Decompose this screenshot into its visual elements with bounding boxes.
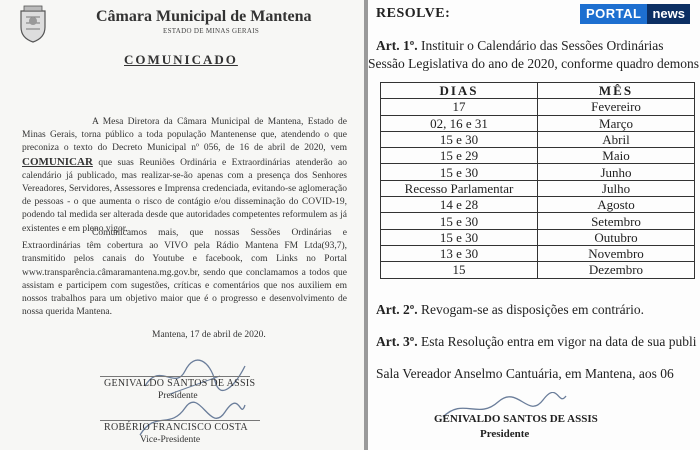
days-cell: 02, 16 e 31 bbox=[381, 115, 538, 131]
signer-2-name: ROBÉRIO FRANCISCO COSTA bbox=[104, 422, 248, 433]
month-cell: Fevereiro bbox=[538, 99, 695, 115]
article-3 bbox=[376, 334, 697, 350]
signer-2-role: Vice-Presidente bbox=[140, 435, 201, 445]
article-2 bbox=[376, 302, 644, 318]
signer-name: GENIVALDO SANTOS DE ASSIS bbox=[434, 413, 598, 425]
table-row bbox=[381, 262, 695, 278]
month-cell: Novembro bbox=[538, 245, 695, 261]
table-row bbox=[381, 164, 695, 180]
month-cell: Junho bbox=[538, 164, 695, 180]
paragraph-1-start: A Mesa Diretora da Câmara Municipal de Mantena, Estado de Minas Gerais, torna público a toda população Mantenense que, atendendo o que preconiza o texto do Decreto Municipal nº 056, de 16 de abril de 2020, vem bbox=[22, 117, 347, 154]
table-row bbox=[381, 115, 695, 131]
signature-1-line bbox=[100, 376, 250, 377]
month-cell: Outubro bbox=[538, 229, 695, 245]
table-row bbox=[381, 197, 695, 213]
table-row bbox=[381, 180, 695, 196]
article-1 bbox=[368, 37, 700, 71]
calendar-header-row bbox=[381, 83, 695, 99]
days-cell: 15 e 30 bbox=[381, 229, 538, 245]
resolucao-document bbox=[368, 0, 700, 450]
month-cell: Agosto bbox=[538, 197, 695, 213]
municipal-crest-icon bbox=[18, 5, 48, 43]
table-row bbox=[381, 213, 695, 229]
comunicar-keyword: COMUNICAR bbox=[22, 155, 93, 168]
month-cell: Abril bbox=[538, 131, 695, 147]
portal-logo-text: PORTAL bbox=[580, 4, 647, 24]
table-row bbox=[381, 131, 695, 147]
signature-2-line bbox=[100, 420, 260, 421]
paragraph-1-end: que suas Reuniões Ordinária e Extraordinárias atenderão ao calendário já publicado, mas realizar-se-ão apenas com a presença dos Senhores Vereadores, Servidores, Assessores e Imprensa credenciada, evitando-se aglomeração de pessoas - o que aumenta o risco de contágio e/ou disseminação do COVID-19, podendo tal medida ser alterada desde que autoridades competentes reformulem as já existentes e em pleno vigor. bbox=[22, 157, 347, 234]
signer-role: Presidente bbox=[480, 428, 530, 440]
header-mes: MÊS bbox=[538, 83, 695, 99]
days-cell: 14 e 28 bbox=[381, 197, 538, 213]
article-3-text: Esta Resolução entra em vigor na data de sua publi bbox=[417, 334, 697, 349]
signer-1-name: GENIVALDO SANTOS DE ASSIS bbox=[104, 378, 256, 389]
article-2-text: Revogam-se as disposições em contrário. bbox=[417, 302, 645, 317]
month-cell: Dezembro bbox=[538, 262, 695, 278]
days-cell: 15 e 30 bbox=[381, 213, 538, 229]
portal-news-logo bbox=[580, 4, 690, 24]
month-cell: Maio bbox=[538, 148, 695, 164]
calendar-table bbox=[380, 82, 695, 279]
signer-1-role: Presidente bbox=[158, 391, 198, 401]
document-date: Mantena, 17 de abril de 2020. bbox=[152, 330, 266, 340]
article-3-label: Art. 3º. bbox=[376, 334, 418, 349]
paragraph-1 bbox=[22, 116, 347, 236]
location-date-line: Sala Vereador Anselmo Cantuária, em Mantena, aos 06 bbox=[376, 366, 674, 381]
days-cell: 15 bbox=[381, 262, 538, 278]
paragraph-2: Comunicamos mais, que nossas Sessões Ordinárias e Extraordinárias têm cobertura ao VIVO pela Rádio Mantena FM Ltda(93,7), transmitido pelos canais do Youtube e facebook, com Links no Portal www.transparência.câmaramantena.mg.gov.br, sendo que conclamamos a todos que assistam e participem com sugestões, críticas e comentários que nos auxiliem em nossos trabalhos para um objetivo maior que é o progresso e desenvolvimento de nossa querida Mantena. bbox=[22, 228, 347, 318]
article-1-line-1: Instituir o Calendário das Sessões Ordinárias bbox=[417, 38, 664, 53]
month-cell: Julho bbox=[538, 180, 695, 196]
days-cell: 15 e 30 bbox=[381, 131, 538, 147]
header-dias: DIAS bbox=[381, 83, 538, 99]
article-1-label: Art. 1º. bbox=[376, 38, 418, 53]
days-cell: 13 e 30 bbox=[381, 245, 538, 261]
days-cell: 15 e 29 bbox=[381, 148, 538, 164]
resolve-heading: RESOLVE: bbox=[376, 6, 451, 21]
table-row bbox=[381, 99, 695, 115]
article-2-label: Art. 2º. bbox=[376, 302, 418, 317]
news-logo-text: news bbox=[647, 4, 690, 24]
month-cell: Março bbox=[538, 115, 695, 131]
article-1-line-2: Sessão Legislativa do ano de 2020, conforme quadro demons bbox=[368, 56, 700, 71]
document-heading: COMUNICADO bbox=[124, 52, 238, 67]
days-cell: 15 e 30 bbox=[381, 164, 538, 180]
org-title: Câmara Municipal de Mantena bbox=[96, 8, 312, 25]
table-row bbox=[381, 148, 695, 164]
table-row bbox=[381, 245, 695, 261]
month-cell: Setembro bbox=[538, 213, 695, 229]
table-row bbox=[381, 229, 695, 245]
days-cell: 17 bbox=[381, 99, 538, 115]
org-subtitle: ESTADO DE MINAS GERAIS bbox=[163, 27, 260, 35]
days-cell: Recesso Parlamentar bbox=[381, 180, 538, 196]
